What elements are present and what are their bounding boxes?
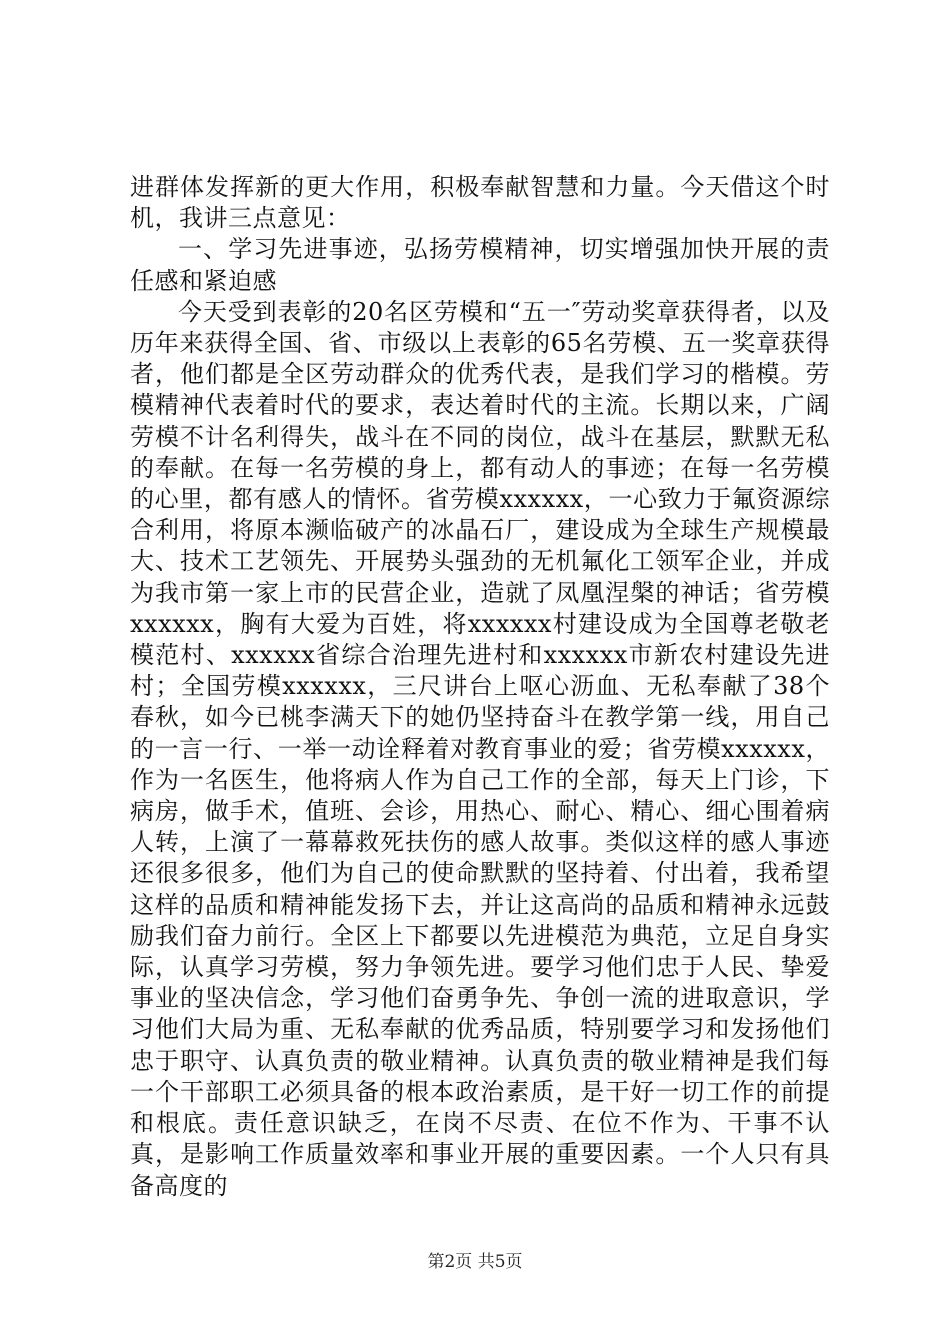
section-heading-one: 一、学习先进事迹，弘扬劳模精神，切实增强加快开展的责任感和紧迫感 xyxy=(130,235,830,295)
paragraph-model-workers: 今天受到表彰的20名区劳模和“五一″劳动奖章获得者，以及历年来获得全国、省、市级以上表彰的65名劳模、五一奖章获得者，他们都是全区劳动群众的优秀代表，是我们学习的楷模。劳模精神代表着时代的要求，表达着时代的主流。长期以来，广阔劳模不计名利得失，战斗在不同的岗位，战斗在基层，默默无私的奉献。在每一名劳模的身上，都有动人的事迹；在每一名劳模的心里，都有感人的情怀。省劳模xxxxxx，一心致力于氟资源综合利用，将原本濒临破产的冰晶石厂，建设成为全球生产规模最大、技术工艺领先、开展势头强劲的无机氟化工领军企业，并成为我市第一家上市的民营企业，造就了凤凰涅槃的神话；省劳模xxxxxx，胸有大爱为百姓，将xxxxxx村建设成为全国尊老敬老模范村、xxxxxx省综合治理先进村和xxxxxx市新农村建设先进村；全国劳模xxxxxx，三尺讲台上呕心沥血、无私奉献了38个春秋，如今已桃李满天下的她仍坚持奋斗在教学第一线，用自己的一言一行、一举一动诠释着对教育事业的爱；省劳模xxxxxx，作为一名医生，他将病人作为自己工作的全部，每天上门诊，下病房，做手术，值班、会诊，用热心、耐心、精心、细心围着病人转，上演了一幕幕救死扶伤的感人故事。类似这样的感人事迹还很多很多，他们为自己的使命默默的坚持着、付出着，我希望这样的品质和精神能发扬下去，并让这高尚的品质和精神永远鼓励我们奋力前行。全区上下都要以先进模范为典范，立足自身实际，认真学习劳模，努力争领先进。要学习他们忠于人民、挚爱事业的坚决信念，学习他们奋勇争先、争创一流的进取意识，学习他们大局为重、无私奉献的优秀品质，特别要学习和发扬他们忠于职守、认真负责的敬业精神。认真负责的敬业精神是我们每一个干部职工必须具备的根本政治素质，是干好一切工作的前提和根底。责任意识缺乏，在岗不尽责、在位不作为、干事不认真，是影响工作质量效率和事业开展的重要因素。一个人只有具备高度的 xyxy=(130,297,830,1200)
document-body xyxy=(130,172,830,1202)
paragraph-intro-continued: 进群体发挥新的更大作用，积极奉献智慧和力量。今天借这个时机，我讲三点意见： xyxy=(130,173,830,233)
page-number-footer: 第2页 共5页 xyxy=(427,1252,523,1272)
